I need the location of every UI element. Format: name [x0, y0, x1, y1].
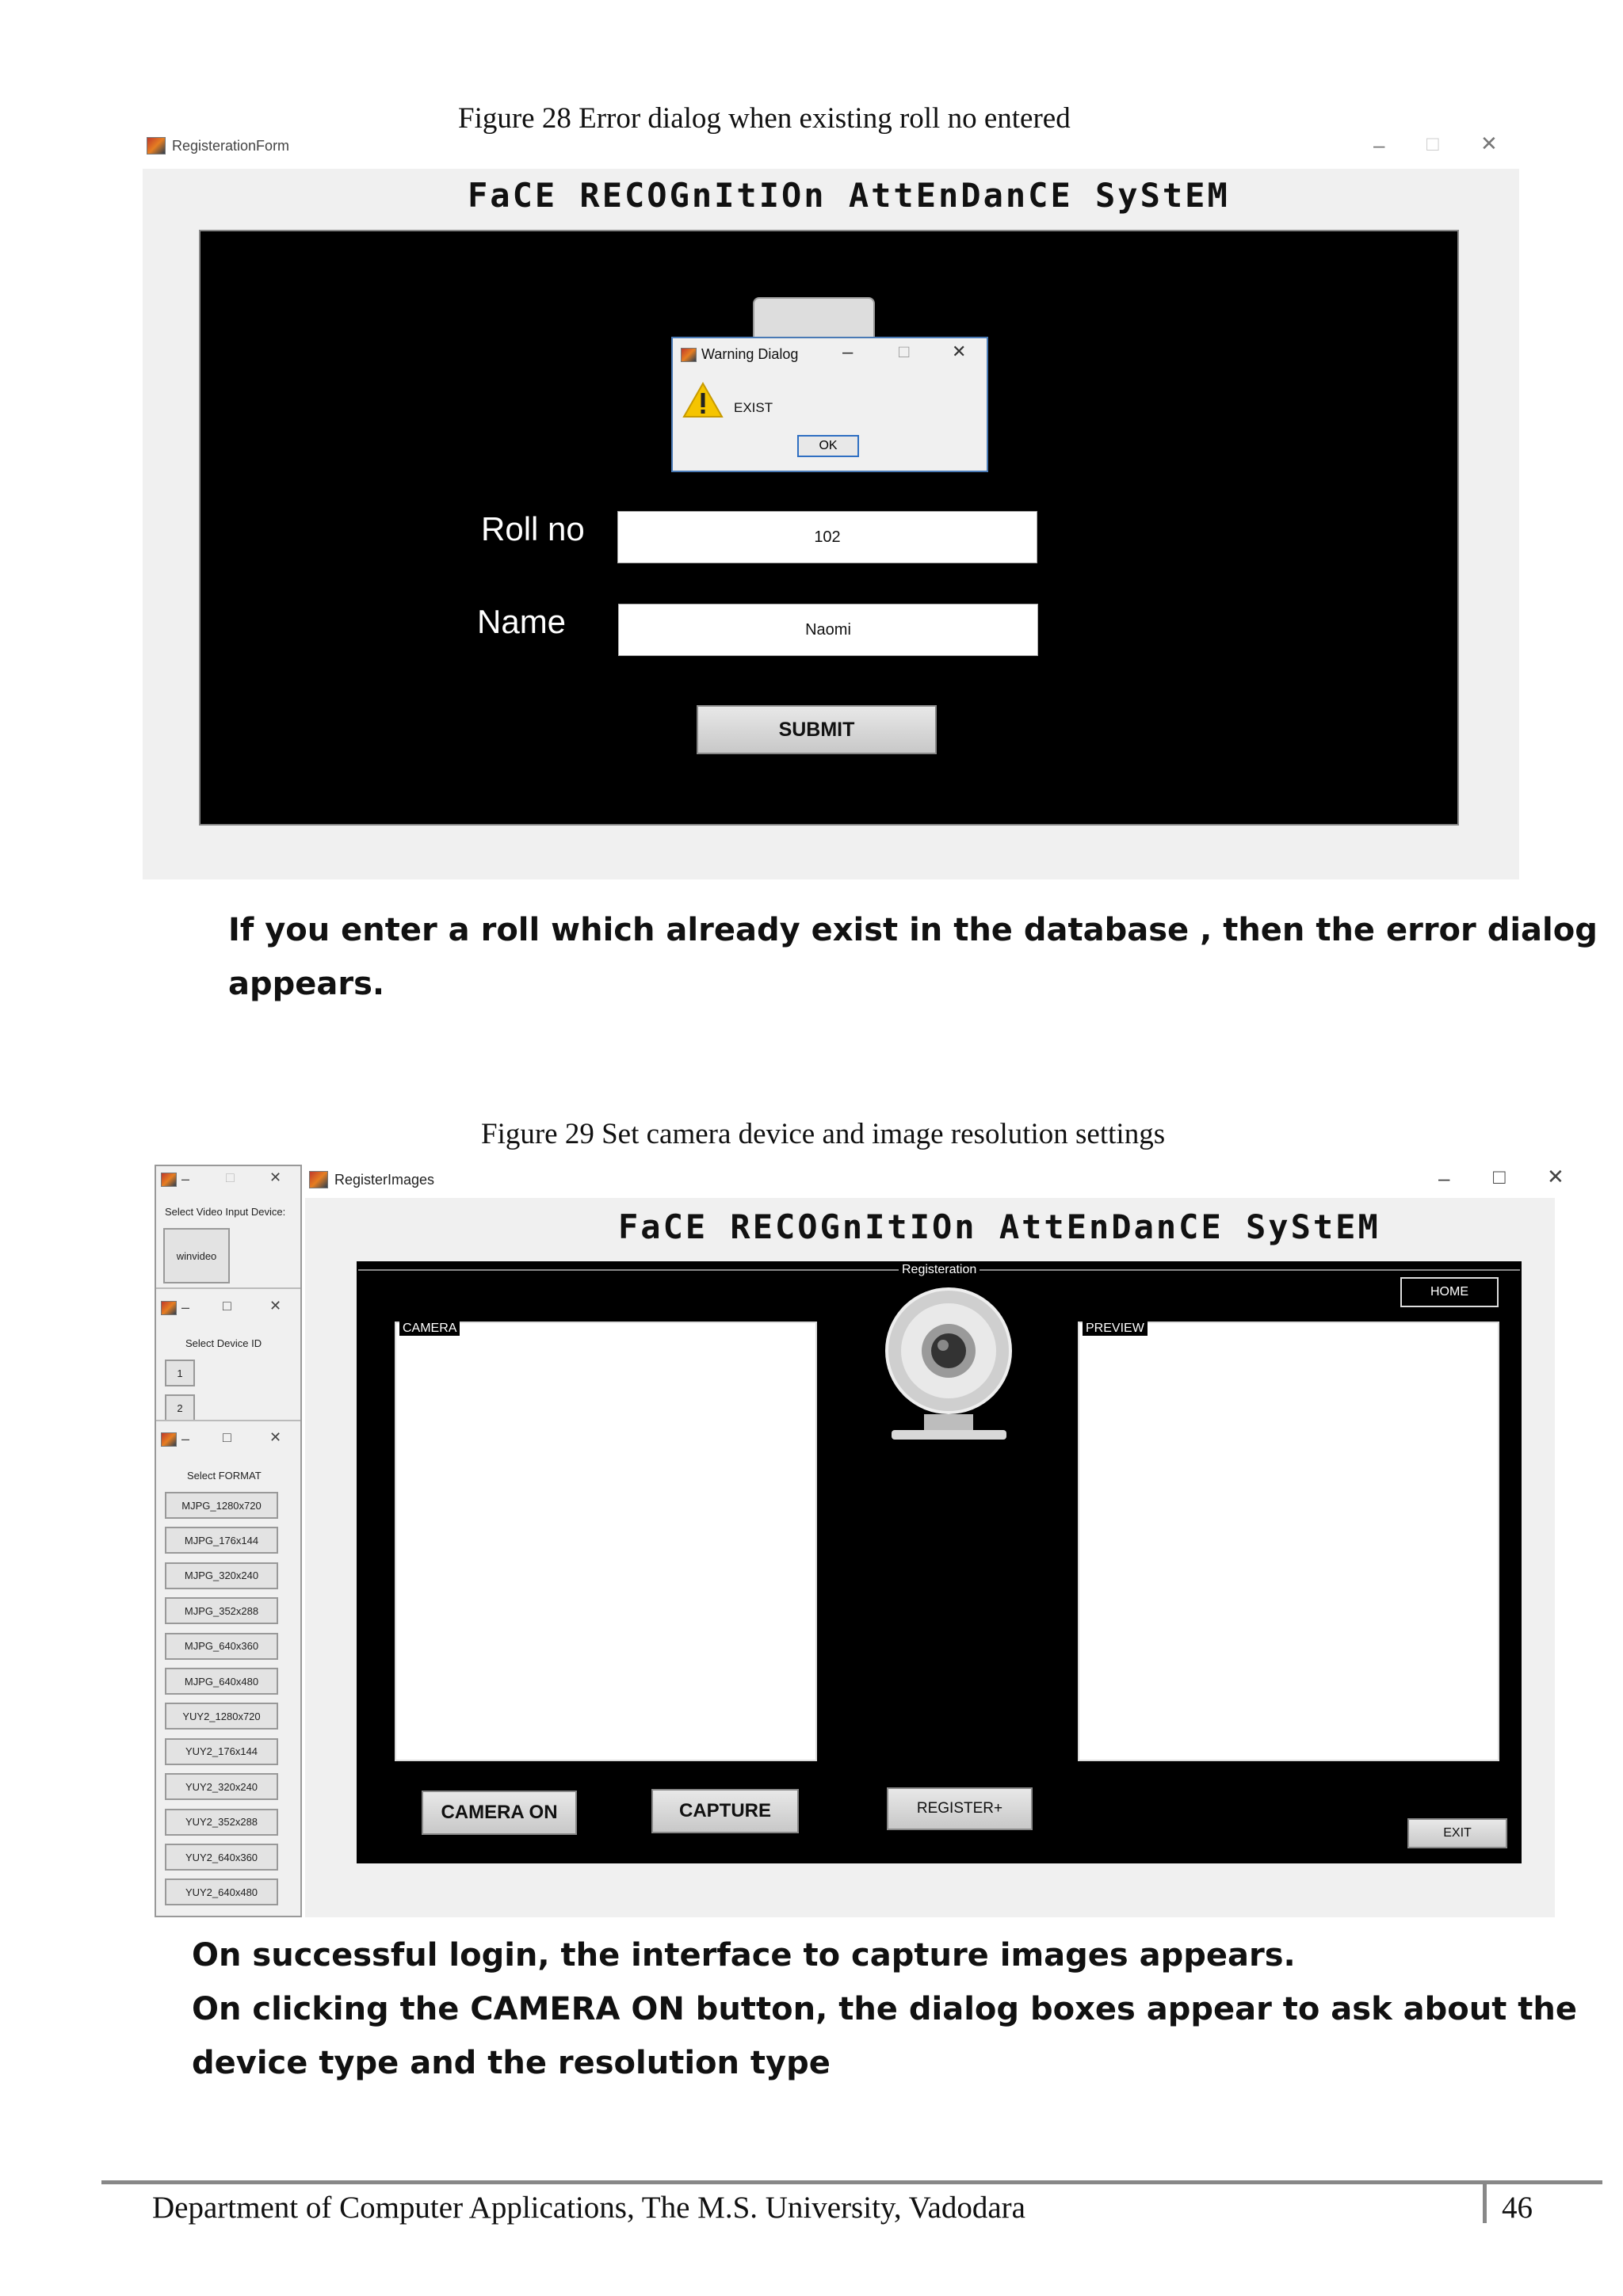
paragraph-1-line-2: appears. [228, 966, 385, 1002]
minimize-icon[interactable]: – [842, 341, 854, 363]
figure-29-caption: Figure 29 Set camera device and image resolution settings [481, 1118, 1166, 1150]
format-option-button[interactable]: MJPG_352x288 [165, 1597, 278, 1624]
footer-page-divider [1483, 2183, 1487, 2223]
dialog-divider [156, 1287, 300, 1289]
footer-rule [101, 2180, 1602, 2184]
device-dialog-titlebar [161, 1171, 189, 1188]
matlab-icon [309, 1171, 328, 1188]
roll-no-input[interactable]: 102 [617, 511, 1037, 563]
minimize-icon[interactable]: – [181, 1431, 190, 1447]
camera-label: CAMERA [399, 1322, 460, 1336]
format-option-button[interactable]: YUY2_352x288 [165, 1809, 278, 1836]
matlab-icon [681, 348, 697, 362]
format-option-button[interactable]: MJPG_1280x720 [165, 1492, 278, 1519]
format-option-button[interactable]: MJPG_640x480 [165, 1668, 278, 1695]
maximize-icon[interactable]: □ [226, 1169, 235, 1185]
format-option-button[interactable]: MJPG_176x144 [165, 1527, 278, 1554]
matlab-icon [161, 1301, 177, 1315]
close-icon[interactable]: ✕ [269, 1298, 282, 1314]
warning-message: EXIST [734, 400, 773, 415]
paragraph-1-line-1: If you enter a roll which already exist in the database , then the error dialog [228, 912, 1598, 948]
minimize-icon[interactable]: – [1373, 133, 1385, 157]
minimize-icon[interactable]: – [181, 1171, 190, 1187]
figure-28-caption: Figure 28 Error dialog when existing roll no entered [458, 102, 1071, 135]
capture-button[interactable]: CAPTURE [651, 1789, 799, 1833]
winvideo-button[interactable]: winvideo [163, 1228, 230, 1283]
maximize-icon[interactable]: □ [223, 1298, 231, 1314]
maximize-icon[interactable]: □ [899, 341, 910, 361]
matlab-icon [161, 1173, 177, 1187]
maximize-icon[interactable]: □ [223, 1429, 231, 1445]
maximize-icon[interactable]: □ [1426, 132, 1439, 155]
warning-icon [682, 382, 724, 418]
registration-window-titlebar [147, 137, 289, 154]
ok-button[interactable]: OK [797, 435, 859, 457]
footer-text: Department of Computer Applications, The M.S. University, Vadodara [152, 2191, 1025, 2225]
webcam-icon [880, 1287, 1018, 1446]
close-icon[interactable]: ✕ [269, 1429, 282, 1445]
app-title: FaCE RECOGnItIOn AttEnDanCE SyStEM [618, 1207, 1381, 1246]
window-title: RegisterImages [334, 1171, 435, 1188]
format-option-button[interactable]: MJPG_320x240 [165, 1562, 278, 1589]
close-icon[interactable]: ✕ [269, 1169, 282, 1185]
close-icon[interactable]: ✕ [952, 341, 967, 361]
format-dialog-titlebar [161, 1431, 189, 1447]
camera-on-button[interactable]: CAMERA ON [422, 1791, 577, 1835]
register-button[interactable]: REGISTER+ [887, 1787, 1033, 1830]
format-option-button[interactable]: MJPG_640x360 [165, 1633, 278, 1660]
name-input[interactable]: Naomi [618, 604, 1038, 656]
camera-panel [395, 1322, 817, 1761]
registration-label: Registeration [899, 1263, 980, 1277]
paragraph-2-line-2: On clicking the CAMERA ON button, the dialog boxes appear to ask about the [192, 1991, 1577, 2027]
paragraph-2-line-3: device type and the resolution type [192, 2045, 831, 2081]
preview-panel [1078, 1322, 1499, 1761]
format-option-button[interactable]: YUY2_640x480 [165, 1878, 278, 1905]
submit-button[interactable]: SUBMIT [697, 705, 937, 754]
format-dialog-label: Select FORMAT [187, 1470, 262, 1482]
device-dialog-label: Select Video Input Device: [165, 1206, 286, 1218]
format-option-button[interactable]: YUY2_1280x720 [165, 1703, 278, 1730]
register-images-titlebar [309, 1171, 434, 1188]
device-id-label: Select Device ID [185, 1337, 262, 1349]
preview-label: PREVIEW [1083, 1322, 1148, 1336]
device-id-dialog-titlebar [161, 1299, 189, 1316]
maximize-icon[interactable]: □ [1493, 1165, 1506, 1188]
app-title: FaCE RECOGnItIOn AttEnDanCE SyStEM [468, 176, 1230, 215]
format-option-button[interactable]: YUY2_320x240 [165, 1773, 278, 1800]
paragraph-2-line-1: On successful login, the interface to capture images appears. [192, 1937, 1296, 1974]
page-number: 46 [1502, 2191, 1533, 2225]
close-icon[interactable]: ✕ [1480, 132, 1498, 155]
dialog-divider [156, 1420, 300, 1421]
format-option-button[interactable]: YUY2_640x360 [165, 1844, 278, 1871]
warning-dialog [671, 337, 988, 472]
roll-no-label: Roll no [481, 510, 585, 547]
format-option-button[interactable]: YUY2_176x144 [165, 1738, 278, 1765]
home-button[interactable]: HOME [1400, 1277, 1499, 1307]
minimize-icon[interactable]: – [1438, 1166, 1450, 1190]
device-id-2-button[interactable]: 2 [165, 1394, 195, 1421]
warning-dialog-title: Warning Dialog [701, 346, 799, 362]
matlab-icon [147, 137, 166, 154]
name-label: Name [477, 603, 567, 640]
exit-button[interactable]: EXIT [1407, 1818, 1507, 1848]
device-id-1-button[interactable]: 1 [165, 1360, 195, 1386]
matlab-icon [161, 1432, 177, 1447]
close-icon[interactable]: ✕ [1547, 1165, 1564, 1188]
window-title: RegisterationForm [172, 137, 290, 154]
minimize-icon[interactable]: – [181, 1299, 190, 1315]
